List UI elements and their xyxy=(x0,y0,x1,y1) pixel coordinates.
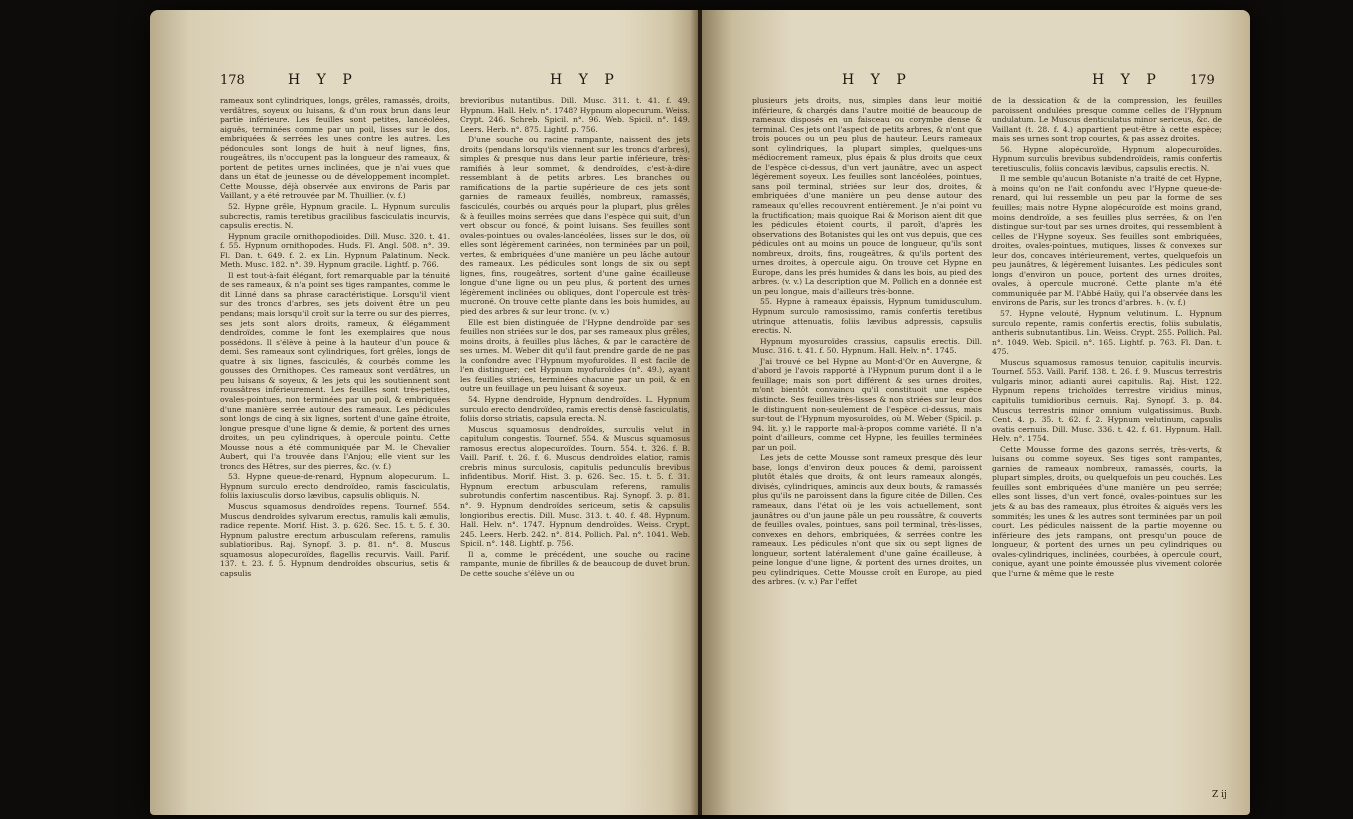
left-column-1 xyxy=(220,96,450,579)
paragraph: Il est tout-à-fait élégant, fort remarquable par la ténuité de ses rameaux, & n'a point ses tiges rampantes, comme le dit Linné dans sa phrase caractéristique. Lorsqu'il vient sur des troncs d'arbres, ses jets doivent être un peu pendans; mais lorsqu'il croît sur la terre ou sur des pierres, ses jets sont alors droits, rameux, & élégamment dendroïdes, comme le font les exemplaires que nous possédons. Il s'élève à peine à la hauteur d'un pouce & demi. Ses rameaux sont cylindriques, fort grêles, longs de quatre à six lignes, fasciculés, & courbés comme les gousses des Ornithopes. Ces rameaux sont verdâtres, un peu luisans & soyeux, & les jets qui les soutiennent sont roussâtres inférieurement. Les feuilles sont très-petites, ovales-pointues, non terminées par un poil, & embriquées d'une manière serrée autour des rameaux. Les pédicules sont longs de cinq à six lignes, sortent d'une gaîne étroite, longue presque d'une ligne & demie, & portent des urnes droites, un peu cylindriques, à opercule pointu. Cette Mousse nous a été communiquée par M. le Chevalier Aubert, qui l'a trouvée dans l'Anjou; elle vient sur les troncs des Hêtres, sur des pierres, &c. (v. f.) xyxy=(220,270,450,471)
paragraph: 54. Hypne dendroïde, Hypnum dendroïdes. L. Hypnum surculo erecto dendroïdeo, ramis erectis densè fasciculatis, foliis dorso striatis, capsula erecta. N. xyxy=(460,394,690,424)
paragraph: 52. Hypne grêle, Hypnum gracile. L. Hypnum surculis subcrectis, ramis teretibus gracilibus fasciculatis incurvis, capsulis erectis. N. xyxy=(220,202,450,231)
paragraph: 56. Hypne alopécuroïde, Hypnum alopecuroïdes. Hypnum surculis brevibus subdendroïdeis, ramis confertis teretiusculis, foliis concavis lævibus, capsulis erectis. N. xyxy=(992,144,1222,173)
paragraph: Muscus squamosus dendroïdes repens. Tournef. 554. Muscus dendroïdes sylvarum erectus, ramulis kali æmulis, radice repente. Morif. Hist. 3. p. 626. Sec. 15. t. 5. f. 30. Hypnum palustre erectum arbusculam referens, ramulis sublatioribus. Raj. Synopf. 3. p. 81. n°. 8. Muscus squamosus alopecuroïdes, flagellis recurvis. Vaill. Parif. 137. t. 23. f. 5. Hypnum dendroïdes obscurius, setis & capsulis xyxy=(220,501,450,578)
right-running-head-1: H Y P xyxy=(842,72,912,88)
paragraph: 57. Hypne velouté, Hypnum velutinum. L. Hypnum surculo repente, ramis confertis erectis, foliis subulatis, antheris subnutantibus. Lin. Weiss. Crypt. 255. Pollich. Pal. n°. 1049. Web. Spicil. n°. 165. Lightf. p. 763. Fl. Dan. t. 475. xyxy=(992,309,1222,357)
paragraph: Hypnum gracile ornithopodioides. Dill. Musc. 320. t. 41. f. 55. Hypnum ornithopodes. Huds. Fl. Angl. 508. n°. 39. Fl. Dan. t. 649. f. 2. ex Lin. Hypnum Palatinum. Neck. Meth. Musc. 182. n°. 39. Hypnum gracile. Lightf. p. 766. xyxy=(220,231,450,270)
paragraph: Elle est bien distinguée de l'Hypne dendroïde par ses feuilles non striées sur le dos, par ses rameaux plus grêles, moins droits, à feuilles plus lâches, & par le caractère de ses urnes. M. Weber dit qu'il faut prendre garde de ne pas la confondre avec l'Hypnum myofuroïdes. Il est facile de l'en distinguer; cet Hypnum myofuroïdes (n°. 49.), ayant les feuilles striées, terminées chacune par un poil, & en outre un feuillage un peu luisant & soyeux. xyxy=(460,317,690,394)
paragraph: Hypnum myosuroïdes crassius, capsulis erectis. Dill. Musc. 316. t. 41. f. 50. Hypnum. Hall. Helv. n°. 1745. xyxy=(752,336,982,356)
paragraph: plusieurs jets droits, nus, simples dans leur moitié inférieure, & chargés dans l'autre moitié de beaucoup de rameaux disposés en un faisceau ou corymbe dense & terminal. Ces jets ont l'aspect de petits arbres, & n'ont que trois pouces ou un peu plus de hauteur. Leurs rameaux sont cylindriques, la plupart simples, quelques-uns médiocrement rameux, plus épais & plus droits que ceux de l'espèce ci-dessus, d'un vert jaunâtre, avec un aspect légèrement soyeux. Les feuilles sont lancéolées, pointues, sans poil terminal, striées sur leur dos, droites, & embriquées d'une manière un peu dense autour des rameaux qu'elles recouvrent entièrement. Je n'ai point vu la fructification; mais quoique Rai & Morison aient dit que les pédicules étoient courts, il paroît, d'après les observations des Botanistes qui les ont vus depuis, que ces pédicules ont au moins un pouce de longueur, qu'ils sont nombreux, droits, fins, rougeâtres, & qu'ils portent des urnes droites, à opercule aigu. On trouve cet Hypne en Europe, dans les prés humides & dans les bois, au pied des arbres. (v. v.) La description que M. Pollich en a donnée est un peu longue, mais d'ailleurs très-bonne. xyxy=(752,96,982,296)
paragraph: de la dessication & de la compression, les feuilles paroissent ondulées presque comme celles de l'Hypnum undulatum. Le Muscus denticulatus minor sericeus, &c. de Vaillant (t. 28. f. 4.) appartient peut-être à cette espèce; mais ses urnes sont trop courtes, & pas assez droites. xyxy=(992,96,1222,144)
right-column-2 xyxy=(992,96,1222,579)
left-running-head-1: H Y P xyxy=(288,72,358,88)
left-page xyxy=(150,10,698,815)
right-page-header xyxy=(792,72,1222,92)
paragraph: brevioribus nutantibus. Dill. Musc. 311. t. 41. f. 49. Hypnum. Hall. Helv. n°. 1748? Hypnum alopecurum. Weiss. Crypt. 246. Schreb. Spicil. n°. 96. Web. Spicil. n°. 149. Leers. Herb. n°. 875. Lightf. p. 756. xyxy=(460,96,690,134)
paragraph: 53. Hypne queue-de-renard, Hypnum alopecurum. L. Hypnum surculo erecto dendroïdeo, ramis fasciculatis, foliis laxiusculis dorso lævibus, capsulis obliquis. N. xyxy=(220,472,450,501)
paragraph: Cette Mousse forme des gazons serrés, très-verts, & luisans ou comme soyeux. Ses tiges sont rampantes, garnies de rameaux nombreux, ramassés, courts, la plupart simples, droits, ou quelquefois un peu couchés. Les feuilles sont embriquées d'une manière un peu serrée; elles sont lisses, d'un vert foncé, ovales-pointues sur les jets & au bas des rameaux, plus étroites & aiguës vers les sommités; les unes & les autres sont terminées par un poil court. Les pédicules naissent de la partie moyenne ou inférieure des jets rampans, ont presqu'un pouce de longueur, & portent des urnes un peu cylindriques ou ovales-cylindriques, inclinées, courbées, à opercule court, conique, ayant une pointe émoussée plus vivement colorée que l'urne & même que le reste xyxy=(992,444,1222,578)
paragraph: 55. Hypne à rameaux épaissis, Hypnum tumidusculum. Hypnum surculo ramosissimo, ramis confertis teretibus utrinque attenuatis, foliis lævibus adpressis, capsulis erectis. N. xyxy=(752,297,982,336)
paragraph: Muscus squamosus ramosus tenuior, capitulis incurvis. Tournef. 553. Vaill. Parif. 138. t. 26. f. 9. Muscus terrestris vulgaris minor, adianti aurei capitulis. Raj. Hist. 122. Hypnum repens trichoïdes terrestre viridius minus, capitulis tumidioribus cernuis. Raj. Synopf. 3. p. 84. Muscus terrestris minor omnium vulgatissimus. Buxb. Cent. 4. p. 35. t. 62. f. 2. Hypnum velutinum, capsulis ovatis cernuis. Dill. Musc. 336. t. 42. f. 61. Hypnum. Hall. Helv. n°. 1754. xyxy=(992,357,1222,444)
right-running-head-2: H Y P xyxy=(1092,72,1162,88)
paragraph: Les jets de cette Mousse sont rameux presque dès leur base, longs d'environ deux pouces & demi, paroissent plutôt étalés que droits, & ont leurs rameaux alongés, divisés, cylindriques, amincis aux deux bouts, & ramassés plus qu'ils ne paroissent dans la figure citée de Dillen. Ces rameaux, dans l'état où je les vois actuellement, sont jaunâtres ou d'un jaune pâle un peu roussâtre, & couverts de feuilles ovales, pointues, sans poil terminal, très-lisses, convexes en dehors, embriquées, & serrées contre les rameaux. Les pédicules n'ont que six ou sept lignes de longueur, sortent latéralement d'une gaîne écailleuse, à peine longue d'une ligne, & portent des urnes droites, un peu cylindriques. Cette Mousse croît en Europe, au pied des arbres. (v. v.) Par l'effet xyxy=(752,453,982,587)
right-column-1 xyxy=(752,96,982,588)
open-book xyxy=(150,10,1250,815)
left-page-number: 178 xyxy=(220,73,245,88)
right-page-number: 179 xyxy=(1190,73,1215,88)
paragraph: Muscus squamosus dendroïdes, surculis velut in capitulum congestis. Tournef. 554. & Muscus squamosus ramosus erectus alopecuroïdes. Tourn. 554. t. 326. f. B. Vaill. Parif. t. 26. f. 6. Muscus dendroïdes elatior, ramis crebris minus surculosis, capitulis pedunculis brevibus infidentibus. Morif. Hist. 3. p. 626. Sec. 15. t. 5. f. 31. Hypnum erectum arbusculam referens, ramulis subrotundis confertim nascentibus. Raj. Synopf. 3. p. 81. n°. 9. Hypnum dendroïdes sericeum, setis & capsulis longioribus erectis. Dill. Musc. 313. t. 40. f. 48. Hypnum. Hall. Helv. n°. 1747. Hypnum dendroïdes. Weiss. Crypt. 245. Leers. Herb. 242. n°. 814. Pollich. Pal. n°. 1041. Web. Spicil. n°. 148. Lightf. p. 756. xyxy=(460,424,690,549)
left-column-2 xyxy=(460,96,690,579)
signature-mark: Z ij xyxy=(1212,790,1227,800)
right-page xyxy=(702,10,1250,815)
paragraph: D'une souche ou racine rampante, naissent des jets droits (pendans lorsqu'ils viennent sur les troncs d'arbres), simples & presque nus dans leur partie inférieure, très-ramifiés à leur sommet, & dendroïdes, c'est-à-dire ressemblant à de petits arbres. Les branches ou ramifications de la partie supérieure de ces jets sont garnies de rameaux feuillés, nombreux, ramassés, fasciculés, courbés ou arqués pour la plupart, plus grêles & à feuilles moins serrées que dans l'espèce qui suit, d'un vert obscur ou foncé, & point luisans. Ses feuilles sont ovales-pointues ou ovales-lancéolées, lisses sur le dos, où elles sont légèrement carinées, non terminées par un poil, vertes, & embriquées d'une manière un peu lâche autour des rameaux. Les pédicules sont longs de six ou sept lignes, fins, rougeâtres, sortent d'une gaîne écailleuse longue d'une ligne ou un peu plus, & portent des urnes légèrement inclinées ou obliques, dont l'opercule est très-mucroné. On trouve cette plante dans les bois humides, au pied des arbres & sur leur tronc. (v. v.) xyxy=(460,135,690,317)
paragraph: Il me semble qu'aucun Botaniste n'a traité de cet Hypne, à moins qu'on ne l'ait confondu avec l'Hypne queue-de-renard, qui lui ressemble un peu par la forme de ses feuilles; mais notre Hypne alopécuroïde est moins grand, moins dendroïde, a ses feuilles plus serrées, & on l'en distingue sur-tout par ses urnes droites, qui ressemblent à celles de l'Hypne soyeux. Ses feuilles sont embriquées, droites, ovales-pointues, mutiques, lisses & convexes sur leur dos, concaves intérieurement, vertes, quelquefois un peu jaunâtres, & légèrement luisantes. Les pédicules sont longs d'environ un pouce, portent des urnes droites, ovales, à opercule mucroné. Cette plante m'a été communiquée par M. l'Abbé Haüy, qui l'a observée dans les environs de Paris, sur les troncs d'arbres. ♄. (v. f.) xyxy=(992,174,1223,308)
paragraph: J'ai trouvé ce bel Hypne au Mont-d'Or en Auvergne, & d'abord je l'avois rapporté à l'Hypnum purum dont il a le feuillage; mais son port différent & ses urnes droites, m'ont bientôt convaincu qu'il constituoit une espèce distincte. Ses feuilles très-lisses & non striées sur leur dos le distinguent non-seulement de l'espèce ci-dessus, mais sur-tout de l'Hypnum myosuroïdes, où M. Weber (Spicil. p. 94. lit. y.) le rapporte mal-à-propos comme variété. Il n'a point d'ailleurs, comme cet Hypne, les feuilles terminées par un poil. xyxy=(752,356,982,452)
paragraph: Il a, comme le précédent, une souche ou racine rampante, munie de fibrilles & de beaucoup de duvet brun. De cette souche s'élève un ou xyxy=(460,549,690,578)
left-running-head-2: H Y P xyxy=(550,72,620,88)
paragraph: rameaux sont cylindriques, longs, grêles, ramassés, droits, verdâtres, soyeux ou luisans, & d'un roux brun dans leur partie inférieure. Les feuilles sont petites, lancéolées, aiguës, terminées comme par un poil, lisses sur le dos, embriquées & serrées les unes contre les autres. Les pédoncules sont longs de huit à neuf lignes, fins, rougeâtres, ils n'occupent pas la longueur des rameaux, & portent de petites urnes inclinées, que je n'ai vues que dans un état de jeunesse ou de développement incomplet. Cette Mousse, déjà observée aux environs de Paris par Vaillant, y a été retrouvée par M. Thuillier. (v. f.) xyxy=(220,96,450,201)
